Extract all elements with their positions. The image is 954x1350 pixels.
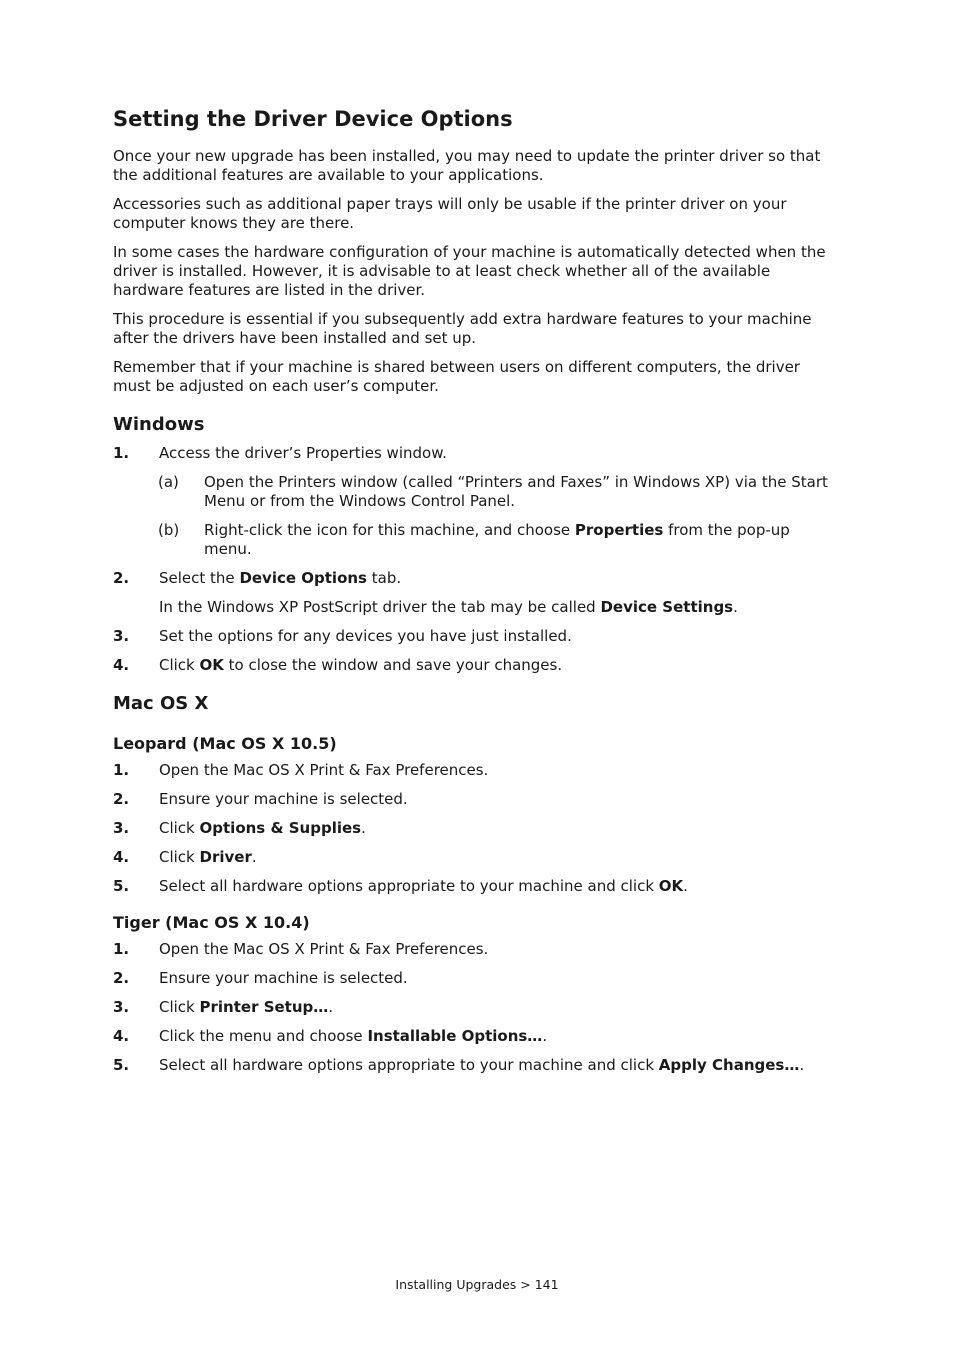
text-run: . <box>251 848 257 866</box>
substep-text: Open the Printers window (called “Printers and Faxes” in Windows XP) via the Start Menu or from the Windows Control Panel. <box>204 473 828 510</box>
step-number: 1. <box>113 761 130 779</box>
bold-term: Device Options <box>239 569 367 587</box>
step-number: 5. <box>113 1056 130 1074</box>
bold-term: Options & Supplies <box>199 819 362 837</box>
step-text: Ensure your machine is selected. <box>159 790 408 808</box>
substep-text <box>204 521 837 559</box>
text-run: Click <box>159 819 200 837</box>
intro-paragraph-3: In some cases the hardware configuration of your machine is automatically detected when the driver is installed. However, it is advisable to at least check whether all of the available hardware features are listed in the driver. <box>113 243 826 299</box>
leopard-step-5 <box>113 877 837 896</box>
substep-label: (a) <box>158 473 179 491</box>
tiger-step-3 <box>113 998 837 1017</box>
substep-label: (b) <box>158 521 180 539</box>
text-run: . <box>683 877 688 895</box>
bold-term: Driver <box>199 848 252 866</box>
text-run: Click <box>159 998 200 1016</box>
bold-term: OK <box>199 656 224 674</box>
windows-step-1b <box>158 521 837 559</box>
step-text <box>159 569 837 588</box>
windows-step-1a <box>158 473 837 511</box>
leopard-step-4 <box>113 848 837 867</box>
step-number: 2. <box>113 569 130 587</box>
text-run: Click <box>159 848 200 866</box>
intro-paragraph-4: This procedure is essential if you subsequently add extra hardware features to your machine after the drivers have been installed and set up. <box>113 310 812 347</box>
step-number: 3. <box>113 819 130 837</box>
text-run: . <box>799 1056 805 1074</box>
step-text: Access the driver’s Properties window. <box>159 444 447 462</box>
text-run: . <box>328 998 334 1016</box>
tiger-heading: Tiger (Mac OS X 10.4) <box>113 913 310 932</box>
windows-heading: Windows <box>113 414 205 435</box>
step-number: 2. <box>113 969 130 987</box>
windows-step-3 <box>113 627 837 646</box>
step-text: Open the Mac OS X Print & Fax Preferences. <box>159 761 489 779</box>
step-text <box>159 848 837 867</box>
windows-step-2 <box>113 569 837 588</box>
step-text <box>159 1056 837 1075</box>
text-run: Select all hardware options appropriate to your machine and click <box>159 1056 659 1074</box>
leopard-heading: Leopard (Mac OS X 10.5) <box>113 734 337 753</box>
text-run: to close the window and save your changes. <box>223 656 563 674</box>
step-number: 2. <box>113 790 130 808</box>
intro-paragraph-5: Remember that if your machine is shared between users on different computers, the driver must be adjusted on each user’s computer. <box>113 358 800 395</box>
text-run: . <box>542 1027 548 1045</box>
text-run: from the pop-up menu. <box>204 521 790 558</box>
step-number: 4. <box>113 656 130 674</box>
step-text <box>159 998 837 1017</box>
step-number: 3. <box>113 627 130 645</box>
bold-term: Properties <box>574 521 664 539</box>
step-text: Ensure your machine is selected. <box>159 969 408 987</box>
bold-term: Printer Setup… <box>199 998 329 1016</box>
step-text <box>159 819 837 838</box>
step-number: 3. <box>113 998 130 1016</box>
text-run: Right-click the icon for this machine, and choose <box>204 521 575 539</box>
tiger-step-5 <box>113 1056 837 1075</box>
windows-step-4 <box>113 656 837 675</box>
step-number: 1. <box>113 940 130 958</box>
step-number: 1. <box>113 444 130 462</box>
windows-step-1 <box>113 444 837 463</box>
leopard-step-3 <box>113 819 837 838</box>
intro-paragraph-2: Accessories such as additional paper trays will only be usable if the printer driver on your computer knows they are there. <box>113 195 787 232</box>
text-run: Select the <box>159 569 240 587</box>
leopard-step-1 <box>113 761 837 780</box>
step-text <box>159 877 837 896</box>
step-text <box>159 1027 837 1046</box>
bold-term: Installable Options… <box>367 1027 543 1045</box>
step-text: Set the options for any devices you have just installed. <box>159 627 572 645</box>
leopard-step-2 <box>113 790 837 809</box>
step-number: 4. <box>113 1027 130 1045</box>
bold-term: Apply Changes… <box>658 1056 800 1074</box>
intro-paragraph-1: Once your new upgrade has been installed, you may need to update the printer driver so that the additional features are available to your applications. <box>113 147 821 184</box>
text-run: Select all hardware options appropriate to your machine and click <box>159 877 659 895</box>
tiger-step-4 <box>113 1027 837 1046</box>
bold-term: OK <box>658 877 684 895</box>
step-text <box>159 656 837 675</box>
page-content <box>113 104 837 1085</box>
text-run: tab. <box>366 569 402 587</box>
text-run: In the Windows XP PostScript driver the tab may be called <box>159 598 601 616</box>
step-number: 5. <box>113 877 130 895</box>
page-footer: Installing Upgrades > 141 <box>395 1277 559 1292</box>
bold-term: Device Settings <box>600 598 734 616</box>
mac-heading: Mac OS X <box>113 693 209 714</box>
text-run: Click the menu and choose <box>159 1027 368 1045</box>
page-title: Setting the Driver Device Options <box>113 107 513 131</box>
tiger-step-1 <box>113 940 837 959</box>
step-number: 4. <box>113 848 130 866</box>
text-run: . <box>733 598 738 616</box>
text-run: . <box>361 819 366 837</box>
step-text: Open the Mac OS X Print & Fax Preferences. <box>159 940 489 958</box>
windows-step-2-note <box>159 598 837 617</box>
tiger-step-2 <box>113 969 837 988</box>
text-run: Click <box>159 656 200 674</box>
